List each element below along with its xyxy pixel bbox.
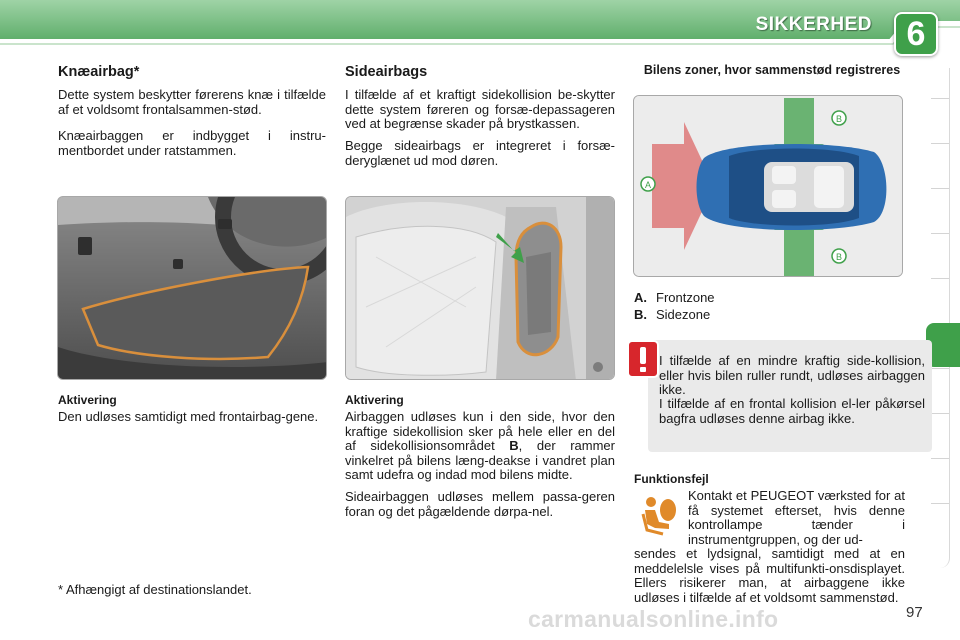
side-airbags-paragraph: I tilfælde af et kraftigt sidekollision be-skytter dette system føreren og forsæ-depassageren ved at begrænse skader på brystkassen. — [345, 87, 615, 131]
warning-paragraph: I tilfælde af en mindre kraftig side-kollision, eller hvis bilen ruller rundt, udløses airbaggen ikke. — [659, 353, 925, 397]
tab-divider — [931, 233, 949, 234]
tab-divider — [931, 413, 949, 414]
malfunction-text-continued: sendes et lydsignal, samtidigt med at en meddelelsle vises på multifunkti-onsdisplayet. Ellers risikerer man, at airbaggene ikke udløses i tilfælde af et voldsomt sammenstød. — [634, 546, 905, 605]
airbag-warning-lamp-icon — [637, 494, 681, 538]
warning-paragraph: I tilfælde af en frontal kollision el-ler påkørsel bagfra udløses denne airbag ikke. — [659, 396, 925, 426]
tab-divider — [931, 188, 949, 189]
tab-divider — [931, 143, 949, 144]
knee-airbag-paragraph: Dette system beskytter førerens knæ i tilfælde af et voldsomt frontalsammen-stød. — [58, 87, 326, 117]
side-activation-text — [345, 410, 615, 483]
knee-airbag-title: Knæairbag* — [58, 64, 140, 80]
section-tab-strip — [928, 68, 950, 568]
legend-text: Sidezone — [656, 307, 711, 322]
knee-activation-heading: Aktivering — [58, 393, 117, 407]
side-activation-paragraph-2: Sideairbaggen udløses mellem passa-geren foran og det pågældende dørpa-nel. — [345, 489, 615, 519]
tab-divider — [931, 503, 949, 504]
legend-key: A. — [634, 290, 647, 305]
side-activation-text-before: Airbaggen udløses kun i den side, hvor den kraftige sidekollision sker på hele eller en del af sidekollisionsområdet — [345, 409, 615, 453]
zone-a-marker: A — [644, 180, 652, 190]
footnote: * Afhængigt af destinationslandet. — [58, 582, 252, 597]
side-airbags-title: Sideairbags — [345, 64, 428, 80]
legend-item — [634, 307, 710, 322]
side-activation-text-after: , der rammer vinkelret på bilens læng-deakse i vandret plan samt udefra og indad mod bilens midte. — [345, 438, 615, 482]
tab-divider — [931, 368, 949, 369]
chapter-title: SIKKERHED — [755, 14, 872, 35]
side-zone-reference: B — [509, 438, 519, 453]
legend-key: B. — [634, 307, 647, 322]
malfunction-heading: Funktionsfejl — [634, 472, 709, 486]
page-number: 97 — [906, 604, 923, 621]
collision-zones-title: Bilens zoner, hvor sammenstød registreres — [643, 63, 901, 77]
tab-divider — [931, 98, 949, 99]
legend-text: Frontzone — [656, 290, 715, 305]
knee-airbag-paragraph: Knæairbaggen er indbygget i instru-mentbordet under ratstammen. — [58, 128, 326, 158]
knee-airbag-illustration — [57, 196, 327, 380]
chapter-number: 6 — [906, 15, 926, 53]
malfunction-text: Kontakt et PEUGEOT værksted for at få systemet efterset, hvis denne kontrollampe tænder i instrumentgruppen, og der ud- — [688, 488, 905, 547]
legend-item — [634, 290, 715, 305]
side-airbag-illustration — [345, 196, 615, 380]
side-activation-heading: Aktivering — [345, 393, 404, 407]
side-airbags-paragraph: Begge sideairbags er integreret i forsæ-deryglænet ud mod døren. — [345, 138, 615, 168]
collision-zones-diagram — [633, 95, 903, 277]
knee-activation-text: Den udløses samtidigt med frontairbag-gene. — [58, 409, 319, 424]
watermark: carmanualsonline.info — [528, 606, 779, 632]
zone-b-marker: B — [835, 252, 843, 262]
exclamation-warning-icon — [627, 340, 659, 378]
zone-b-marker: B — [835, 114, 843, 124]
tab-divider — [931, 278, 949, 279]
tab-divider — [931, 458, 949, 459]
